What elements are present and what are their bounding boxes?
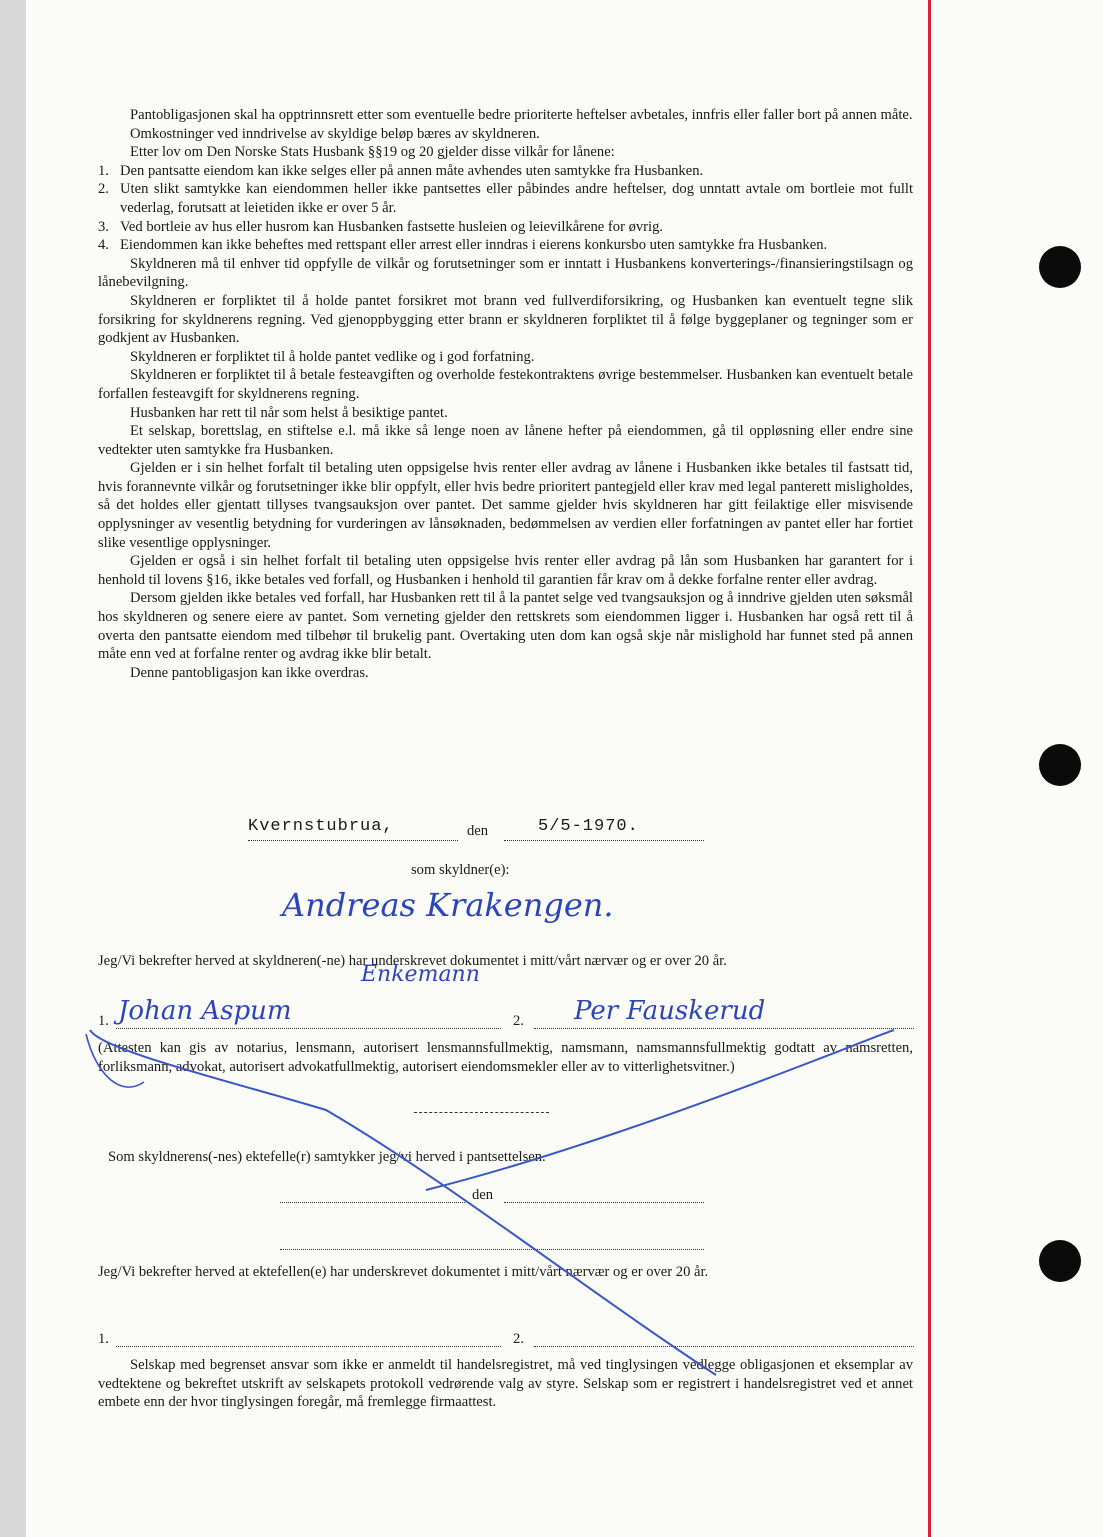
pen-stroke — [90, 1030, 716, 1375]
witness-2-signature: Per Fauskerud — [574, 996, 766, 1026]
paragraph: Selskap med begrenset ansvar som ikke er anmeldt til handelsregistret, må ved tinglysingen vedlegge obligasjonen et eksemplar av vedtektene og bekreftet utskrift av selskapets protokoll vedrørende valg av styre. Selskap som er registrert i handelsregistret ved et annet embete enn der hvor tinglysingen foregår, må fremlegge firmaattest. — [98, 1357, 913, 1411]
paragraph: Dersom gjelden ikke betales ved forfall, har Husbanken rett til å la pantet selge ved tvangsauksjon og å inndrive gjelden uten søksmål hos skyldneren og senere eiere av pantet. Som verneting gjelder den rettskrets som eiendommen ligger i. Husbanken har også rett til å overta den pantsatte eiendom med tilbehør til brukelig pant. Overtaking uten dom kan også skje når mislighold har funnet sted på annen måte enn ved at forfalne renter og avdrag ikke blir betalt. — [98, 590, 913, 663]
paragraph: Skyldneren er forpliktet til å betale festeavgiften og overholde festekontraktens øvrige bestemmelser. Husbanken kan eventuelt betale forfallen festeavgift for skyldnerens regning. — [98, 367, 913, 402]
condition-text: Uten slikt samtykke kan eiendommen heller ikke pantsettes eller påbindes andre heftelser, dog unntatt avtale om bortleie mot fullt vederlag, forutsatt at leietiden ikke er over 5 år. — [120, 181, 913, 216]
debtor-signature: Andreas Krakengen. — [282, 886, 614, 924]
condition-text: Eiendommen kan ikke beheftes med rettspant eller arrest eller inndras i eierens konkursbo uten samtykke fra Husbanken. — [120, 237, 828, 254]
paragraph: Denne pantobligasjon kan ikke overdras. — [130, 664, 369, 681]
document-page — [26, 0, 1103, 1537]
pen-stroke — [426, 1030, 894, 1190]
paragraph: Gjelden er også i sin helhet forfalt til betaling uten oppsigelse hvis renter eller avdrag på lån som Husbanken har garantert for i henhold til lovens §16, ikke betales ved forfall, og Husbanken i henhold til garantien får krav om å dekke forfalne renter eller avdrag. — [98, 553, 913, 588]
condition-number: 4. — [98, 237, 109, 254]
paragraph: Etter lov om Den Norske Stats Husbank §§19 og 20 gjelder disse vilkår for lånene: — [130, 144, 615, 161]
place-field: Kvernstubrua, — [248, 817, 394, 836]
condition-text: Den pantsatte eiendom kan ikke selges eller på annen måte avhendes uten samtykke fra Husbanken. — [120, 162, 704, 179]
spouse-consent: Som skyldnerens(-nes) ektefelle(r) samtykker jeg/vi herved i pantsettelsen. — [108, 1149, 546, 1165]
condition-text: Ved bortleie av hus eller husrom kan Husbanken fastsette husleien og leievilkårene for øvrig. — [120, 218, 664, 235]
pen-stroke — [86, 1034, 144, 1087]
witness-2-number: 2. — [513, 1013, 524, 1029]
paragraph: Skyldneren er forpliktet til å holde pantet forsikret mot brann ved fullverdiforsikring, og Husbanken kan eventuelt tegne slik forsikring for skyldnerens regning. Ved gjenoppbygging etter brann er skyldneren forpliktet til å følge byggeplaner og tegninger som er godkjent av Husbanken. — [98, 292, 913, 347]
paragraph: Et selskap, borettslag, en stiftelse e.l. må ikke så lenge noen av lånene hefter på eiendommen, gå til oppløsning eller endre sine vedtekter uten samtykke fra Husbanken. — [98, 423, 913, 458]
date-field: 5/5-1970. — [538, 817, 639, 836]
attest-note: (Attesten kan gis av notarius, lensmann, autorisert lensmannsfullmektig, namsmann, namsmannsfullmektig godtatt av namsretten, forliksmann, advokat, autorisert advokatfullmektig, autorisert eiendomsmekler eller av to vitterlighetsvitner.) — [98, 1040, 913, 1075]
paragraph: Husbanken har rett til når som helst å besiktige pantet. — [130, 404, 448, 421]
witness-1-signature: Johan Aspum — [118, 996, 292, 1026]
confirm-text-1: Jeg/Vi bekrefter herved at skyldneren(-ne) har underskrevet dokumentet i mitt/vårt nærvær og er over 20 år. — [98, 953, 727, 969]
paragraph: Skyldneren må til enhver tid oppfylle de vilkår og forutsetninger som er inntatt i Husbankens konverterings-/finansieringstilsagn og lånebevilgning. — [98, 255, 913, 291]
paragraph: Omkostninger ved inndrivelse av skyldige beløp bæres av skyldneren. — [130, 125, 540, 142]
pen-strikethrough — [26, 0, 1103, 1537]
witness-1-number: 1. — [98, 1013, 109, 1029]
debtor-label: som skyldner(e): — [411, 862, 510, 878]
condition-number: 2. — [98, 181, 109, 198]
paragraph: Pantobligasjonen skal ha opptrinnsrett etter som eventuelle bedre prioriterte heftelser avbetales, innfris eller faller bort på annen måte. — [130, 107, 913, 123]
handwritten-note: Enkemann — [361, 962, 480, 987]
confirm-text-2: Jeg/Vi bekrefter herved at ektefellen(e) har underskrevet dokumentet i mitt/vårt nærvær og er over 20 år. — [98, 1264, 709, 1280]
paragraph: Skyldneren er forpliktet til å holde pantet vedlike og i god forfatning. — [130, 348, 535, 365]
condition-number: 1. — [98, 162, 109, 179]
condition-number: 3. — [98, 218, 109, 235]
den-label: den — [467, 823, 489, 839]
witness-3-number: 1. — [98, 1331, 109, 1347]
paragraph: Gjelden er i sin helhet forfalt til betaling uten oppsigelse hvis renter eller avdrag av lånene i Husbanken ikke betales til fastsatt tid, hvis forannevnte vilkår og forutsetninger ikke blir oppfylt, eller hvis bedre prioritert pantegjeld eller krav med legal panterett misligholdes, så det holdes eller gjentatt tillyses tvangsauksjon over pantet. Det samme gjelder hvis skyldneren har gitt feilaktige eller misvisende opplysninger av vesentlig betydning for vurderingen av lånsøknaden, bedømmelsen av verdien eller forfatningen av pantet eller har fortiet slike vesentlige opplysninger. — [98, 460, 913, 551]
witness-4-number: 2. — [513, 1331, 524, 1347]
den-label-2: den — [472, 1187, 494, 1203]
